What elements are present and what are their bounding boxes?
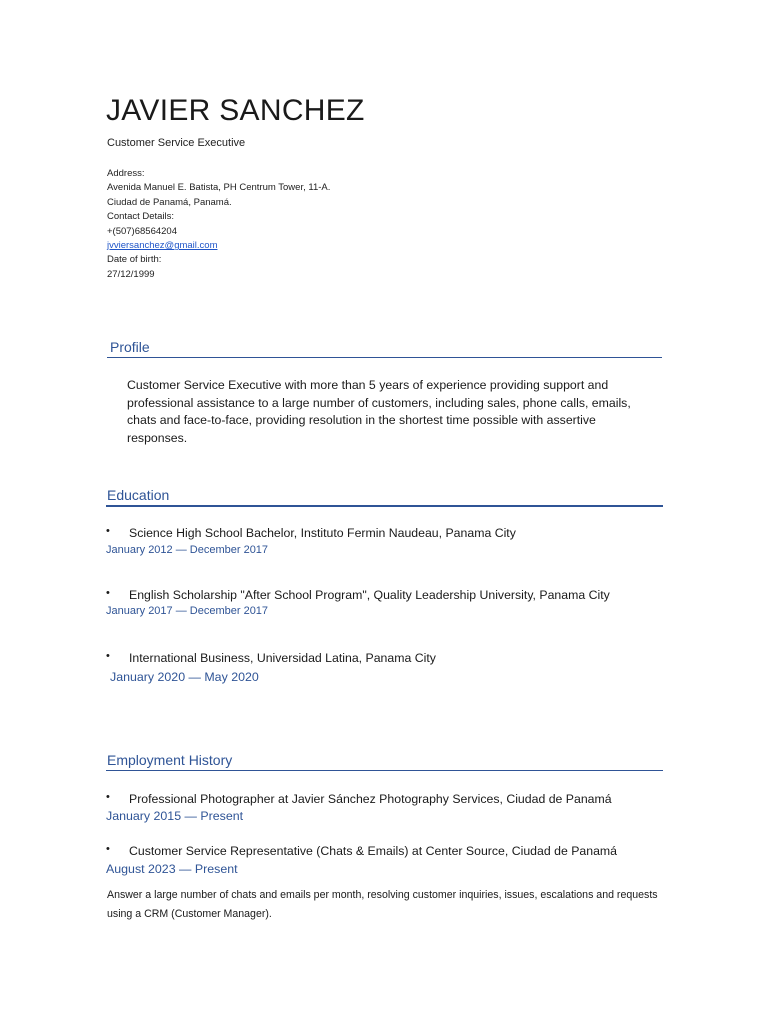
education-title: English Scholarship "After School Program", Quality Leadership University, Panama City: [129, 588, 610, 602]
employment-dates: January 2015 — Present: [106, 809, 244, 823]
bullet-icon: •: [106, 587, 110, 599]
bullet-icon: •: [106, 650, 110, 662]
profile-summary: Customer Service Executive with more than 5 years of experience providing support and professional assistance to a large number of customers, including sales, phone calls, emails, chats and face-to-face, providing resolution in the shortest time possible with assertive responses.: [127, 378, 631, 445]
education-dates: January 2017 — December 2017: [106, 605, 269, 617]
education-dates: January 2012 — December 2017: [106, 544, 269, 556]
email-link[interactable]: jvviersanchez@gmail.com: [107, 240, 218, 252]
bullet-icon: •: [106, 791, 110, 803]
employment-description: Answer a large number of chats and emails per month, resolving customer inquiries, issues, escalations and requests using a CRM (Customer Manager).: [107, 889, 658, 920]
education-title: Science High School Bachelor, Instituto Fermin Naudeau, Panama City: [129, 526, 516, 540]
contact-block: [107, 167, 330, 282]
candidate-name: JAVIER SANCHEZ: [106, 94, 365, 127]
employment-title: Customer Service Representative (Chats & Emails) at Center Source, Ciudad de Panamá: [129, 844, 617, 858]
employment-heading: Employment History: [107, 752, 233, 768]
bullet-icon: •: [106, 843, 110, 855]
employment-divider: [106, 770, 663, 771]
contact-details-label: Contact Details:: [107, 211, 175, 223]
date-of-birth: 27/12/1999: [107, 268, 155, 280]
job-title: Customer Service Executive: [107, 137, 246, 149]
address-line-1: Avenida Manuel E. Batista, PH Centrum Tower, 11-A.: [107, 182, 331, 194]
phone-number: +(507)68564204: [107, 225, 177, 237]
address-label: Address:: [107, 168, 145, 179]
profile-heading: Profile: [110, 339, 150, 355]
profile-divider: [107, 357, 662, 358]
address-line-2: Ciudad de Panamá, Panamá.: [107, 196, 232, 208]
education-heading: Education: [107, 487, 170, 503]
employment-dates: August 2023 — Present: [106, 862, 238, 876]
employment-title: Professional Photographer at Javier Sánchez Photography Services, Ciudad de Panamá: [129, 792, 612, 806]
education-divider: [106, 505, 663, 507]
bullet-icon: •: [106, 525, 110, 537]
education-title: International Business, Universidad Latina, Panama City: [129, 651, 436, 665]
education-dates: January 2020 — May 2020: [110, 670, 259, 684]
date-of-birth-label: Date of birth:: [107, 254, 162, 266]
